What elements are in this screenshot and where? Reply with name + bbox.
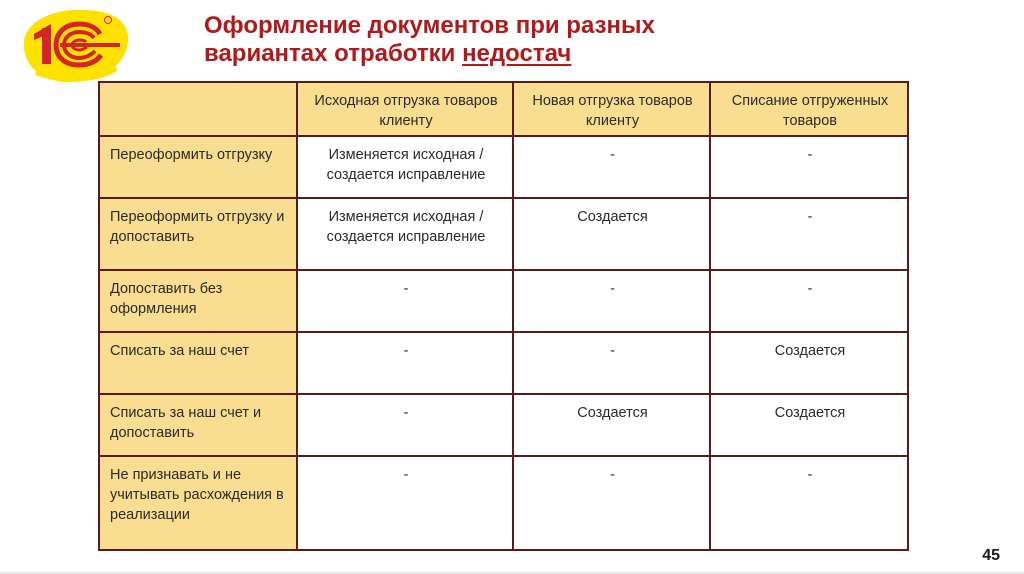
1c-logo-icon: [16, 2, 134, 86]
table-row: [99, 332, 908, 394]
header-write-off: Списание отгруженных товаров: [710, 82, 908, 136]
table-row: [99, 456, 908, 550]
table-cell: Создается: [513, 394, 710, 456]
row-label: Переоформить отгрузку: [99, 136, 297, 198]
table-cell: -: [710, 136, 908, 198]
table-cell: -: [297, 270, 513, 332]
table-row: [99, 270, 908, 332]
row-label: Списать за наш счет и допоставить: [99, 394, 297, 456]
table-cell: -: [513, 456, 710, 550]
header-cell-empty: [99, 82, 297, 136]
table-cell: -: [297, 456, 513, 550]
table-row: [99, 198, 908, 270]
table-cell: -: [513, 136, 710, 198]
table-cell: -: [297, 394, 513, 456]
table-cell: -: [710, 270, 908, 332]
table-cell: Создается: [513, 198, 710, 270]
table-cell: -: [513, 332, 710, 394]
title-line-2-prefix: вариантах отработки: [204, 40, 463, 67]
table-cell: Изменяется исходная / создается исправление: [297, 198, 513, 270]
page-number: 45: [982, 547, 1000, 564]
table-cell: Создается: [710, 394, 908, 456]
table-cell: Создается: [710, 332, 908, 394]
table-cell: Изменяется исходная / создается исправление: [297, 136, 513, 198]
comparison-table: [98, 81, 909, 551]
table-cell: -: [513, 270, 710, 332]
header-new-shipment: Новая отгрузка товаров клиенту: [513, 82, 710, 136]
table-cell: -: [710, 198, 908, 270]
row-label: Допоставить без оформления: [99, 270, 297, 332]
page-title: [204, 12, 904, 68]
title-line-1: Оформление документов при разных: [204, 12, 655, 39]
row-label: Не признавать и не учитывать расхождения в реализации: [99, 456, 297, 550]
title-line-2: [204, 40, 904, 68]
table-header-row: [99, 82, 908, 136]
header-original-shipment: Исходная отгрузка товаров клиенту: [297, 82, 513, 136]
table-cell: -: [710, 456, 908, 550]
table-row: [99, 394, 908, 456]
row-label: Переоформить отгрузку и допоставить: [99, 198, 297, 270]
title-underlined-word: недостач: [462, 40, 572, 67]
table-row: [99, 136, 908, 198]
table-cell: -: [297, 332, 513, 394]
row-label: Списать за наш счет: [99, 332, 297, 394]
